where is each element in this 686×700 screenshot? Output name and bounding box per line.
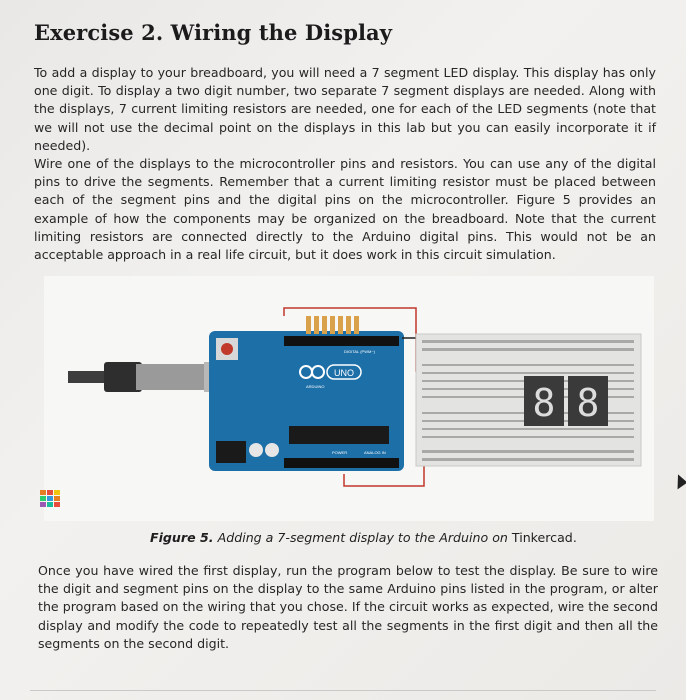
caption-label: Figure 5. [150,530,214,545]
page-bottom-divider [30,690,656,691]
digital-label: DIGITAL (PWM~) [344,349,375,354]
arduino-brand-text: ARDUINO [306,384,325,389]
uno-logo-text: UNO [334,368,354,378]
paragraph-test-instructions: Once you have wired the first display, run the program below to test the display. Be sure to wire the digit and segment pins on the display to the same Arduino pins listed in the program, or alter the program based on the wiring that you chose. If the circuit works as expected, wire the second display and modify the code to repeatedly test all the segments in the first digit and then all the segments on the second digit. [38,563,658,651]
caption-end: . [572,530,577,545]
tinkercad-blocks-icon [40,490,62,508]
power-label: POWER [332,450,348,455]
mouse-cursor-icon [671,473,686,490]
display-digit-1: 8 [532,381,556,425]
capacitor-1 [249,443,263,457]
dc-jack [216,441,246,463]
exercise-heading: Exercise 2. Wiring the Display [34,20,393,45]
microcontroller-chip [289,426,389,444]
analog-label: ANALOG IN [364,450,386,455]
digital-header [284,336,399,346]
circuit-illustration [44,276,654,521]
paragraph-wiring: Wire one of the displays to the microcontroller pins and resistors. You can use any of the digital pins to drive the segments. Remember that a current limiting resistor must be placed between each of the segment pins and the digital pins on the microcontroller. Figure 5 provides an example of how the components may be organized on the breadboard. Note that the current limiting resistors are connected directly to the Arduino digital pins. This would not be an acceptable approach in a real life circuit, but it does work in this circuit simulation. [34,156,656,263]
capacitor-2 [265,443,279,457]
caption-text: Adding a 7-segment display to the Arduino on [213,530,512,545]
reset-button [221,343,233,355]
figure-5-circuit [44,276,654,521]
figure-caption [150,530,577,545]
paragraph-intro: To add a display to your breadboard, you will need a 7 segment LED display. This display has only one digit. To display a two digit number, two separate 7 segment displays are needed. Along with the displays, 7 current limiting resistors are needed, one for each of the LED segments (note that we will not use the decimal point on the displays in this lab but you can easily incorporate it if needed). [34,65,656,153]
caption-app: Tinkercad [511,530,573,545]
display-digit-2: 8 [576,381,600,425]
analog-header [284,458,399,468]
